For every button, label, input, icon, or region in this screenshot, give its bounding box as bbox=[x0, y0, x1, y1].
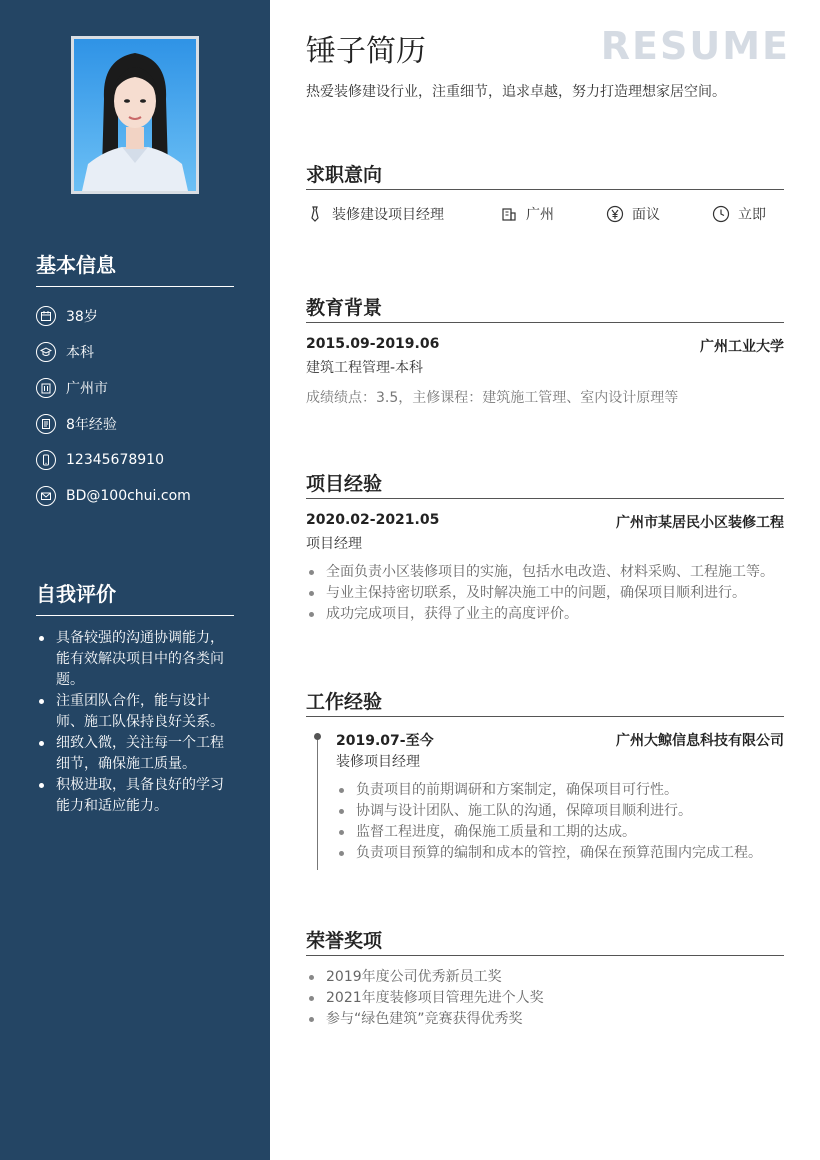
education-major: 建筑工程管理-本科 bbox=[306, 360, 424, 376]
intent-availability-text: 立即 bbox=[738, 207, 766, 223]
intent-city-text: 广州 bbox=[526, 207, 554, 223]
intent-city bbox=[500, 204, 554, 224]
honor-item: 2021年度装修项目管理先进个人奖 bbox=[306, 988, 784, 1009]
work-company: 广州大鲸信息科技有限公司 bbox=[616, 733, 784, 749]
info-phone-text: 12345678910 bbox=[66, 452, 164, 468]
info-city-text: 广州市 bbox=[66, 381, 108, 397]
basic-info-list bbox=[36, 298, 236, 514]
phone-icon bbox=[36, 450, 56, 470]
work-bullet: 监督工程进度，确保施工质量和工期的达成。 bbox=[336, 822, 784, 843]
intent-position bbox=[306, 204, 444, 224]
work-divider bbox=[306, 716, 784, 717]
work-role: 装修项目经理 bbox=[336, 754, 420, 770]
info-degree bbox=[36, 334, 236, 370]
work-bullet: 负责项目预算的编制和成本的管控，确保在预算范围内完成工程。 bbox=[336, 843, 784, 864]
info-email-text: BD@100chui.com bbox=[66, 488, 191, 504]
project-bullets bbox=[306, 562, 784, 625]
resume-watermark: RESUME bbox=[600, 24, 790, 68]
self-evaluation-item: 具备较强的沟通协调能力，能有效解决项目中的各类问题。 bbox=[36, 628, 234, 691]
info-age bbox=[36, 298, 236, 334]
building-icon bbox=[500, 205, 518, 223]
project-header bbox=[306, 512, 784, 532]
intent-salary bbox=[606, 204, 660, 224]
tie-icon bbox=[306, 205, 324, 223]
timeline-line bbox=[317, 736, 318, 870]
yen-icon bbox=[606, 205, 624, 223]
job-intent-divider bbox=[306, 189, 784, 190]
slogan: 热爱装修建设行业，注重细节，追求卓越，努力打造理想家居空间。 bbox=[306, 84, 726, 100]
education-detail: 成绩绩点：3.5，主修课程：建筑施工管理、室内设计原理等 bbox=[306, 390, 679, 406]
project-divider bbox=[306, 498, 784, 499]
self-evaluation-title: 自我评价 bbox=[36, 582, 116, 606]
education-header bbox=[306, 336, 784, 356]
document-icon bbox=[36, 414, 56, 434]
education-divider bbox=[306, 322, 784, 323]
graduation-cap-icon bbox=[36, 342, 56, 362]
building-icon bbox=[36, 378, 56, 398]
info-experience-text: 8年经验 bbox=[66, 417, 117, 433]
project-name: 广州市某居民小区装修工程 bbox=[616, 515, 784, 531]
job-intent-title: 求职意向 bbox=[306, 164, 383, 186]
clock-icon bbox=[712, 205, 730, 223]
education-title: 教育背景 bbox=[306, 297, 383, 319]
honor-item: 参与“绿色建筑”竞赛获得优秀奖 bbox=[306, 1009, 784, 1030]
work-header bbox=[336, 730, 784, 750]
education-period: 2015.09-2019.06 bbox=[306, 336, 440, 352]
info-experience bbox=[36, 406, 236, 442]
main-content bbox=[306, 0, 790, 1160]
self-evaluation-item: 细致入微，关注每一个工程细节，确保施工质量。 bbox=[36, 733, 234, 775]
project-bullet: 全面负责小区装修项目的实施，包括水电改造、材料采购、工程施工等。 bbox=[306, 562, 784, 583]
basic-info-divider bbox=[36, 286, 234, 287]
job-intent-row bbox=[306, 204, 784, 226]
honors-title: 荣誉奖项 bbox=[306, 930, 383, 952]
work-bullet: 协调与设计团队、施工队的沟通，保障项目顺利进行。 bbox=[336, 801, 784, 822]
intent-salary-text: 面议 bbox=[632, 207, 660, 223]
info-age-text: 38岁 bbox=[66, 309, 98, 325]
info-city bbox=[36, 370, 236, 406]
project-title: 项目经验 bbox=[306, 473, 383, 495]
work-bullet: 负责项目的前期调研和方案制定，确保项目可行性。 bbox=[336, 780, 784, 801]
project-period: 2020.02-2021.05 bbox=[306, 512, 440, 528]
honor-item: 2019年度公司优秀新员工奖 bbox=[306, 967, 784, 988]
calendar-icon bbox=[36, 306, 56, 326]
project-bullet: 成功完成项目，获得了业主的高度评价。 bbox=[306, 604, 784, 625]
work-title: 工作经验 bbox=[306, 691, 383, 713]
info-degree-text: 本科 bbox=[66, 345, 94, 361]
info-phone bbox=[36, 442, 236, 478]
project-bullet: 与业主保持密切联系，及时解决施工中的问题，确保项目顺利进行。 bbox=[306, 583, 784, 604]
honors-divider bbox=[306, 955, 784, 956]
project-role: 项目经理 bbox=[306, 536, 362, 552]
mail-icon bbox=[36, 486, 56, 506]
sidebar bbox=[0, 0, 270, 1160]
education-school: 广州工业大学 bbox=[700, 339, 784, 355]
info-email bbox=[36, 478, 236, 514]
intent-availability bbox=[712, 204, 766, 224]
self-evaluation-list bbox=[36, 628, 234, 817]
self-evaluation-divider bbox=[36, 615, 234, 616]
honors-list bbox=[306, 967, 784, 1030]
profile-photo bbox=[71, 36, 199, 194]
basic-info-title: 基本信息 bbox=[36, 253, 116, 277]
candidate-name: 锤子简历 bbox=[306, 34, 426, 69]
timeline-dot bbox=[314, 733, 321, 740]
self-evaluation-item: 注重团队合作，能与设计师、施工队保持良好关系。 bbox=[36, 691, 234, 733]
intent-position-text: 装修建设项目经理 bbox=[332, 207, 444, 223]
work-period: 2019.07-至今 bbox=[336, 733, 434, 749]
work-bullets bbox=[336, 780, 784, 864]
self-evaluation-item: 积极进取，具备良好的学习能力和适应能力。 bbox=[36, 775, 234, 817]
